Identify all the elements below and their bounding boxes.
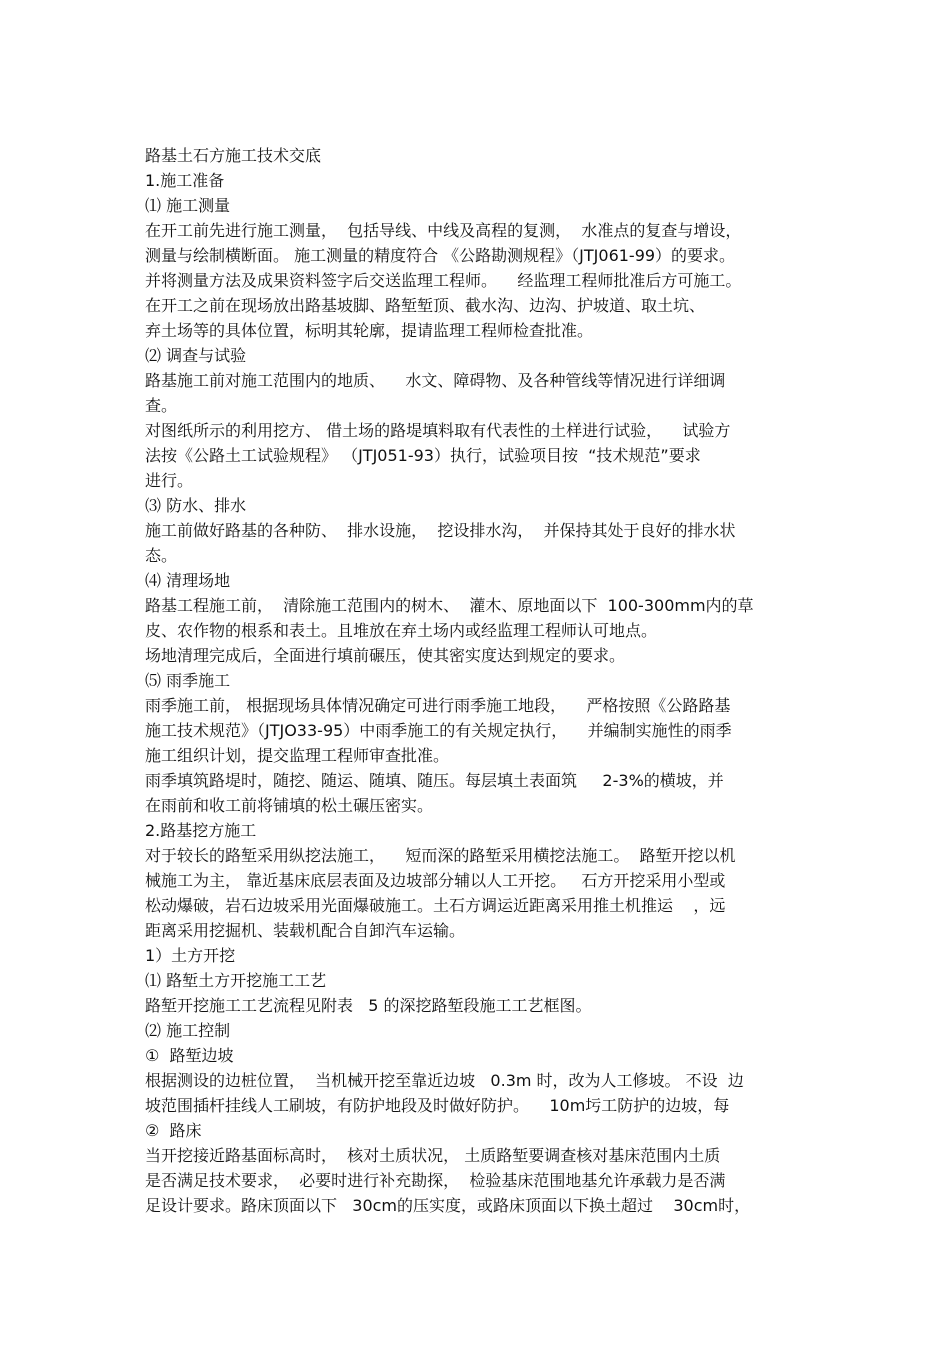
paragraph-line: 态。 (145, 546, 178, 565)
paragraph-line: 路堑开挖施工工艺流程见附表 5 的深挖路堑段施工工艺框图。 (145, 996, 592, 1015)
paragraph-line: 路基工程施工前， 清除施工范围内的树木、 灌木、原地面以下 100-300mm内的草 (145, 596, 754, 615)
subsection-heading: ⑷ 清理场地 (145, 571, 231, 590)
paragraph-line: 对于较长的路堑采用纵挖法施工， 短而深的路堑采用横挖法施工。 路堑开挖以机 (145, 846, 736, 865)
paragraph-line: 法按《公路土工试验规程》 （JTJ051-93）执行，试验项目按 “技术规范”要求 (145, 446, 701, 465)
subsection-heading: ① 路堑边坡 (145, 1046, 234, 1065)
paragraph-line: 是否满足技术要求， 必要时进行补充勘探， 检验基床范围地基允许承载力是否满 (145, 1171, 726, 1190)
paragraph-line: 足设计要求。路床顶面以下 30cm的压实度，或路床顶面以下换土超过 30cm时， (145, 1196, 751, 1215)
paragraph-line: 进行。 (145, 471, 194, 490)
subsection-heading: ⑴ 路堑土方开挖施工工艺 (145, 971, 327, 990)
paragraph-line: 路基施工前对施工范围内的地质、 水文、障碍物、及各种管线等情况进行详细调 (145, 371, 726, 390)
paragraph-line: 在开工前先进行施工测量， 包括导线、中线及高程的复测， 水准点的复查与增设， (145, 221, 742, 240)
paragraph-line: 雨季填筑路堤时，随挖、随运、随填、随压。每层填土表面筑 2-3%的横坡，并 (145, 771, 724, 790)
document-title: 路基土石方施工技术交底 (145, 146, 322, 165)
subsection-heading: ② 路床 (145, 1121, 202, 1140)
paragraph-line: 施工前做好路基的各种防、 排水设施， 挖设排水沟， 并保持其处于良好的排水状 (145, 521, 736, 540)
paragraph-line: 测量与绘制横断面。 施工测量的精度符合 《公路勘测规程》（JTJ061-99）的要求。 (145, 246, 736, 265)
section-heading: 1.施工准备 (145, 171, 225, 190)
paragraph-line: 并将测量方法及成果资料签字后交送监理工程师。 经监理工程师批准后方可施工。 (145, 271, 742, 290)
paragraph-line: 对图纸所示的利用挖方、 借土场的路堤填料取有代表性的土样进行试验， 试验方 (145, 421, 731, 440)
paragraph-line: 弃土场等的具体位置，标明其轮廓，提请监理工程师检查批准。 (145, 321, 594, 340)
paragraph-line: 施工技术规范》（JTJO33-95）中雨季施工的有关规定执行， 并编制实施性的雨季 (145, 721, 732, 740)
section-heading: 2.路基挖方施工 (145, 821, 257, 840)
paragraph-line: 械施工为主， 靠近基床底层表面及边坡部分辅以人工开挖。 石方开挖采用小型或 (145, 871, 726, 890)
paragraph-line: 松动爆破，岩石边坡采用光面爆破施工。土石方调运近距离采用推土机推运 ，远 (145, 896, 726, 915)
subsection-heading: ⑵ 调查与试验 (145, 346, 247, 365)
paragraph-line: 距离采用挖掘机、装载机配合自卸汽车运输。 (145, 921, 466, 940)
paragraph-line: 施工组织计划，提交监理工程师审查批准。 (145, 746, 450, 765)
paragraph-line: 在开工之前在现场放出路基坡脚、路堑堑顶、截水沟、边沟、护坡道、取土坑、 (145, 296, 706, 315)
subsection-heading: ⑶ 防水、排水 (145, 496, 247, 515)
subsection-heading: ⑴ 施工测量 (145, 196, 231, 215)
subsection-heading: ⑵ 施工控制 (145, 1021, 231, 1040)
subsection-heading: 1）土方开挖 (145, 946, 236, 965)
paragraph-line: 坡范围插杆挂线人工刷坡，有防护地段及时做好防护。 10m圬工防护的边坡，每 (145, 1096, 730, 1115)
document-page (145, 143, 815, 1218)
paragraph-line: 场地清理完成后，全面进行填前碾压，使其密实度达到规定的要求。 (145, 646, 626, 665)
subsection-heading: ⑸ 雨季施工 (145, 671, 231, 690)
paragraph-line: 当开挖接近路基面标高时， 核对土质状况， 土质路堑要调查核对基床范围内土质 (145, 1146, 721, 1165)
paragraph-line: 雨季施工前， 根据现场具体情况确定可进行雨季施工地段， 严格按照《公路路基 (145, 696, 731, 715)
paragraph-line: 皮、农作物的根系和表土。且堆放在弃土场内或经监理工程师认可地点。 (145, 621, 658, 640)
paragraph-line: 根据测设的边桩位置， 当机械开挖至靠近边坡 0.3m 时，改为人工修坡。 不设 边 (145, 1071, 744, 1090)
paragraph-line: 在雨前和收工前将铺填的松土碾压密实。 (145, 796, 434, 815)
paragraph-line: 查。 (145, 396, 178, 415)
